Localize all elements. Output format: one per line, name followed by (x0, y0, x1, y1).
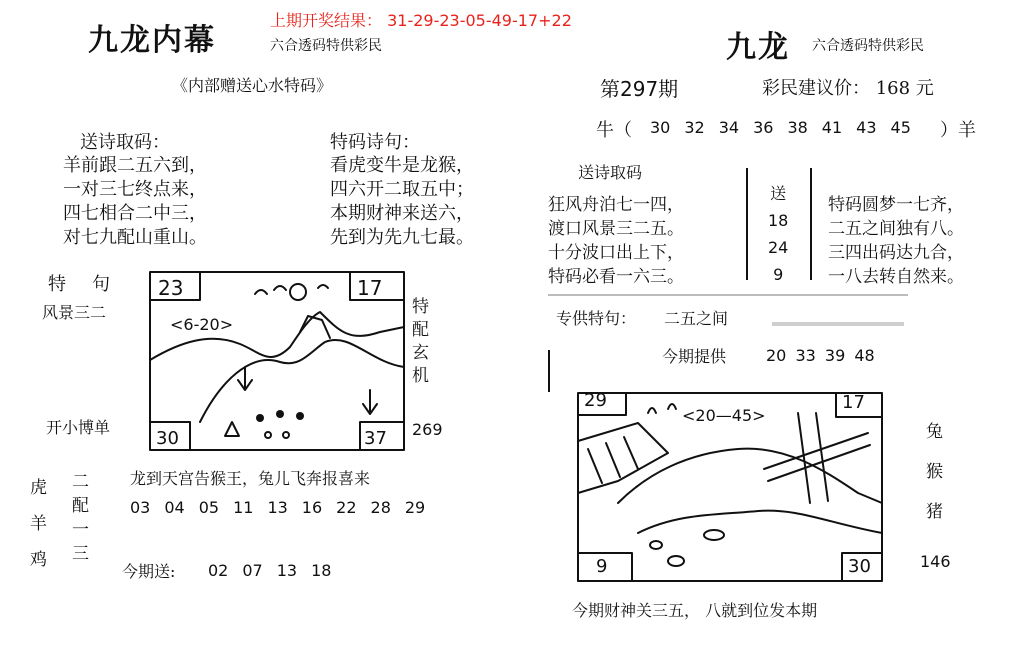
number-item: 05 (198, 498, 220, 517)
side-chars (412, 296, 429, 388)
left-subtitle: 六合透码特供彩民 (270, 38, 382, 54)
left-side-number: 269 (412, 420, 443, 439)
number-item: 16 (301, 498, 323, 517)
poem-line: 本期财神来送六， (330, 203, 474, 224)
poem2-lines (330, 154, 474, 250)
number-item: 43 (856, 118, 877, 137)
number-item: 03 (130, 498, 151, 517)
number-item: 13 (276, 561, 298, 580)
pair-char: 三 (72, 544, 89, 564)
number-item: 29 (404, 498, 426, 517)
provide-numbers: 20 33 39 48 (766, 346, 875, 365)
poem-line: 一八去转自然来。 (828, 267, 964, 287)
pair-char: 二 (72, 472, 89, 492)
pair-chars (72, 470, 89, 566)
poem-line: 特码必看一六三。 (548, 267, 684, 287)
poem-line: 十分波口出上下， (548, 243, 684, 263)
number-item: 41 (821, 118, 843, 137)
special-phrase-value: 风景三二 (42, 303, 107, 322)
zodiac-item: 羊 (30, 514, 47, 534)
poem-line: 先到为先九七最。 (330, 227, 474, 248)
right-pic-br: 30 (848, 556, 871, 577)
right-side-number: 146 (920, 552, 951, 571)
side-char: 特 (412, 297, 429, 317)
left-pic-bl: 30 (156, 428, 179, 449)
number-item: 36 (753, 118, 774, 137)
price: 彩民建议价： 168 元 (762, 78, 934, 99)
poem-line: 四七相合二中三， (63, 203, 207, 224)
sheep-label: ）羊 (940, 120, 976, 141)
divider (810, 168, 812, 280)
left-title: 九龙内幕 (88, 23, 216, 58)
number-list (130, 498, 425, 517)
pair-char: 一 (72, 520, 89, 540)
zhuangong-value: 二五之间 (664, 309, 729, 328)
today-label: 今期送: (122, 562, 176, 581)
number-item: 32 (684, 118, 705, 137)
zodiac-item: 鸡 (30, 550, 47, 570)
left-pic-br: 37 (364, 428, 387, 449)
right-pic-tl: 29 (584, 390, 607, 411)
poem1-heading: 送诗取码： (80, 132, 170, 153)
inner-note: 《内部赠送心水特码》 (172, 76, 333, 95)
side-char: 玄 (412, 343, 429, 363)
right-pic-bl: 9 (596, 556, 608, 577)
divider (548, 350, 550, 392)
send-item: 18 (768, 211, 789, 230)
number-item: 13 (267, 498, 288, 517)
proverb: 龙到天宫告猴王，兔儿飞奔报喜来 (130, 469, 371, 488)
right-title: 九龙 (726, 30, 790, 65)
number-item: 22 (336, 498, 357, 517)
poem-line: 四六开二取五中； (330, 179, 474, 200)
special-lines (828, 193, 964, 289)
zodiac-item: 兔 (926, 422, 943, 442)
zodiac-right (926, 412, 943, 532)
zodiac-item: 猴 (926, 462, 943, 482)
poem-line: 羊前跟二五六到， (63, 155, 207, 176)
poem-line: 对七九配山重山。 (63, 227, 207, 248)
send-item: 9 (773, 265, 784, 284)
side-char: 配 (412, 320, 429, 340)
right-poem-lines (548, 193, 684, 289)
number-item: 34 (718, 118, 740, 137)
right-pic-tr: 17 (842, 392, 865, 413)
kaixiao-text: 开小博单 (46, 418, 111, 437)
number-item: 28 (370, 498, 391, 517)
provide-label: 今期提供 (662, 347, 727, 366)
number-item: 02 (208, 561, 229, 580)
poem2-heading: 特码诗句： (330, 132, 420, 153)
side-char: 机 (412, 366, 429, 386)
divider (548, 294, 908, 296)
last-result: 上期开奖结果： 31-29-23-05-49-17+22 (270, 11, 572, 30)
send-column (768, 180, 788, 288)
today-numbers (208, 561, 331, 580)
zodiac-item: 猪 (926, 502, 943, 522)
number-item: 04 (164, 498, 185, 517)
right-pic-range: <20—45> (682, 406, 766, 425)
left-pic-tl: 23 (158, 276, 184, 300)
ox-numbers (650, 118, 911, 137)
poem-line: 狂风舟泊七一四， (548, 195, 684, 215)
left-pic-range: <6-20> (170, 315, 234, 334)
ox-label: 牛（ (596, 120, 632, 141)
right-poem-heading: 送诗取码 (578, 163, 643, 182)
send-item: 送 (770, 184, 787, 203)
number-item: 45 (890, 118, 911, 137)
poem-line: 三四出码达九合， (828, 243, 964, 263)
number-item: 30 (650, 118, 671, 137)
poem-line: 一对三七终点来， (63, 179, 207, 200)
poem1-lines (63, 154, 207, 250)
issue-number: 第297期 (600, 77, 679, 101)
special-phrase-label: 特 句 (48, 274, 114, 295)
left-pic-tr: 17 (357, 276, 383, 300)
poem-line: 二五之间独有八。 (828, 219, 964, 239)
number-item: 11 (233, 498, 254, 517)
poem-line: 看虎变牛是龙猴， (330, 155, 474, 176)
zodiac-item: 虎 (30, 478, 47, 498)
divider (772, 322, 904, 326)
zhuangong-label: 专供特句： (556, 309, 637, 328)
number-item: 07 (242, 561, 263, 580)
pair-char: 配 (72, 496, 89, 516)
number-item: 38 (787, 118, 808, 137)
footer-text: 今期财神关三五， 八就到位发本期 (572, 601, 818, 620)
right-subtitle: 六合透码特供彩民 (812, 38, 924, 54)
zodiac-left (30, 470, 47, 578)
poem-line: 渡口风景三二五。 (548, 219, 684, 239)
divider (746, 168, 748, 280)
send-item: 24 (768, 238, 789, 257)
poem-line: 特码圆梦一七齐， (828, 195, 964, 215)
number-item: 18 (311, 561, 332, 580)
